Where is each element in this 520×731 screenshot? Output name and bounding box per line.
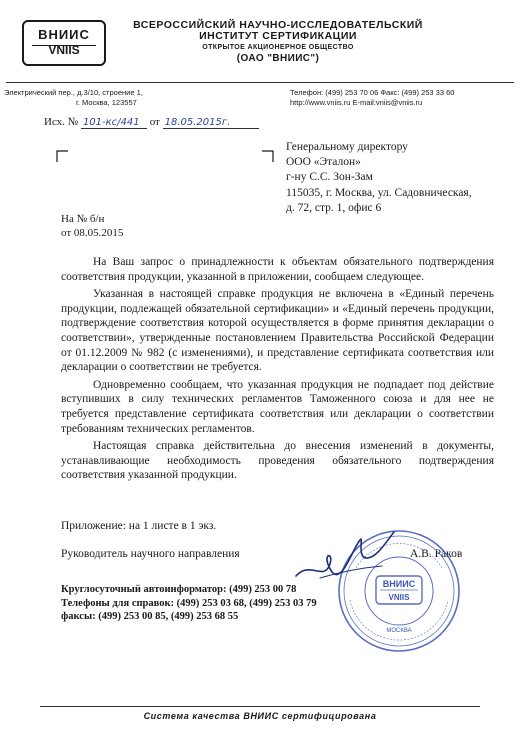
header-divider: [6, 82, 514, 83]
paragraph: Одновременно сообщаем, что указанная продукция не подпадает под действие вступивших в силу технических регламентов Таможенного союза и для нее не требуется представление сертификата соответствия или декларации о соответствии требованиям технических регламентов.: [61, 378, 494, 435]
corner-mark-right: [262, 150, 274, 162]
org-type: ОТКРЫТОЕ АКЦИОНЕРНОЕ ОБЩЕСТВО: [202, 44, 354, 51]
stamp-center-en: VNIIS: [388, 593, 410, 602]
signatory-name: А.В. Раков: [410, 548, 463, 560]
attachment-note: Приложение: на 1 листе в 1 экз.: [61, 520, 217, 532]
org-short-name: (ОАО "ВНИИС"): [236, 53, 320, 64]
signatory-position: Руководитель научного направления: [61, 548, 240, 560]
vniis-logo: [22, 20, 106, 66]
addressee-block: Генеральному директору ООО «Эталон» г-ну С.С. Зон-Зам 115035, г. Москва, ул. Садовническая, д. 72, стр. 1, офис 6: [286, 141, 472, 214]
org-name-line1: ВСЕРОССИЙСКИЙ НАУЧНО-ИССЛЕДОВАТЕЛЬСКИЙ: [133, 19, 423, 31]
corner-mark-left: [56, 150, 68, 162]
letter-body: [61, 255, 494, 486]
reference-block: На № б/н от 08.05.2015: [61, 213, 124, 239]
logo-text-en: VNIIS: [48, 43, 80, 57]
org-address: Электрический пер., д.3/10, строение 1, г. Москва, 123557: [4, 88, 143, 107]
stamp-city: МОСКВА: [386, 628, 412, 634]
paragraph: Настоящая справка действительна до внесения изменений в документы, устанавливающие необходимость проведения обязательного подтверждения соответствия указанной продукции.: [61, 440, 494, 482]
footer-divider: [40, 706, 480, 707]
outgoing-number-value: 101-кс/441: [81, 117, 147, 129]
outgoing-number: Исх. № 101-кс/441 от 18.05.2015г.: [44, 116, 259, 129]
paragraph: На Ваш запрос о принадлежности к объектам обязательного подтверждения соответствия продукции, указанной в приложении, сообщаем следующее.: [61, 256, 494, 283]
logo-text-ru: ВНИИС: [38, 27, 90, 42]
org-phones: Телефон: (499) 253 70 06 Факс: (499) 253 33 60 http://www.vniis.ru E-mail:vniis@vniis.ru: [290, 88, 455, 107]
outgoing-date-value: 18.05.2015г.: [163, 117, 259, 129]
org-name-line2: ИНСТИТУТ СЕРТИФИКАЦИИ: [199, 30, 357, 42]
paragraph: Указанная в настоящей справке продукция не включена в «Единый перечень продукции, подлежащей обязательной сертификации» и «Единый перечень продукции, подтверждение соответствия которой осуществляется в форме принятия декларации о соответствии», утвержденные постановлением Правительства Российской Федерации от 01.12.2009 № 982 (с изменениями), и представление сертификата соответствия или декларации о соответствии не требуется.: [61, 288, 494, 374]
org-header: [128, 20, 428, 64]
stamp-center-ru: ВНИИС: [382, 579, 416, 589]
contacts-block: Круглосуточный автоинформатор: (499) 253 00 78 Телефоны для справок: (499) 253 03 68, (499) 253 03 79 факсы: (499) 253 00 85, (499) 253 68 55: [61, 584, 317, 622]
quality-footer: Система качества ВНИИС сертифицирована: [143, 711, 377, 721]
handwritten-signature: [290, 520, 400, 590]
